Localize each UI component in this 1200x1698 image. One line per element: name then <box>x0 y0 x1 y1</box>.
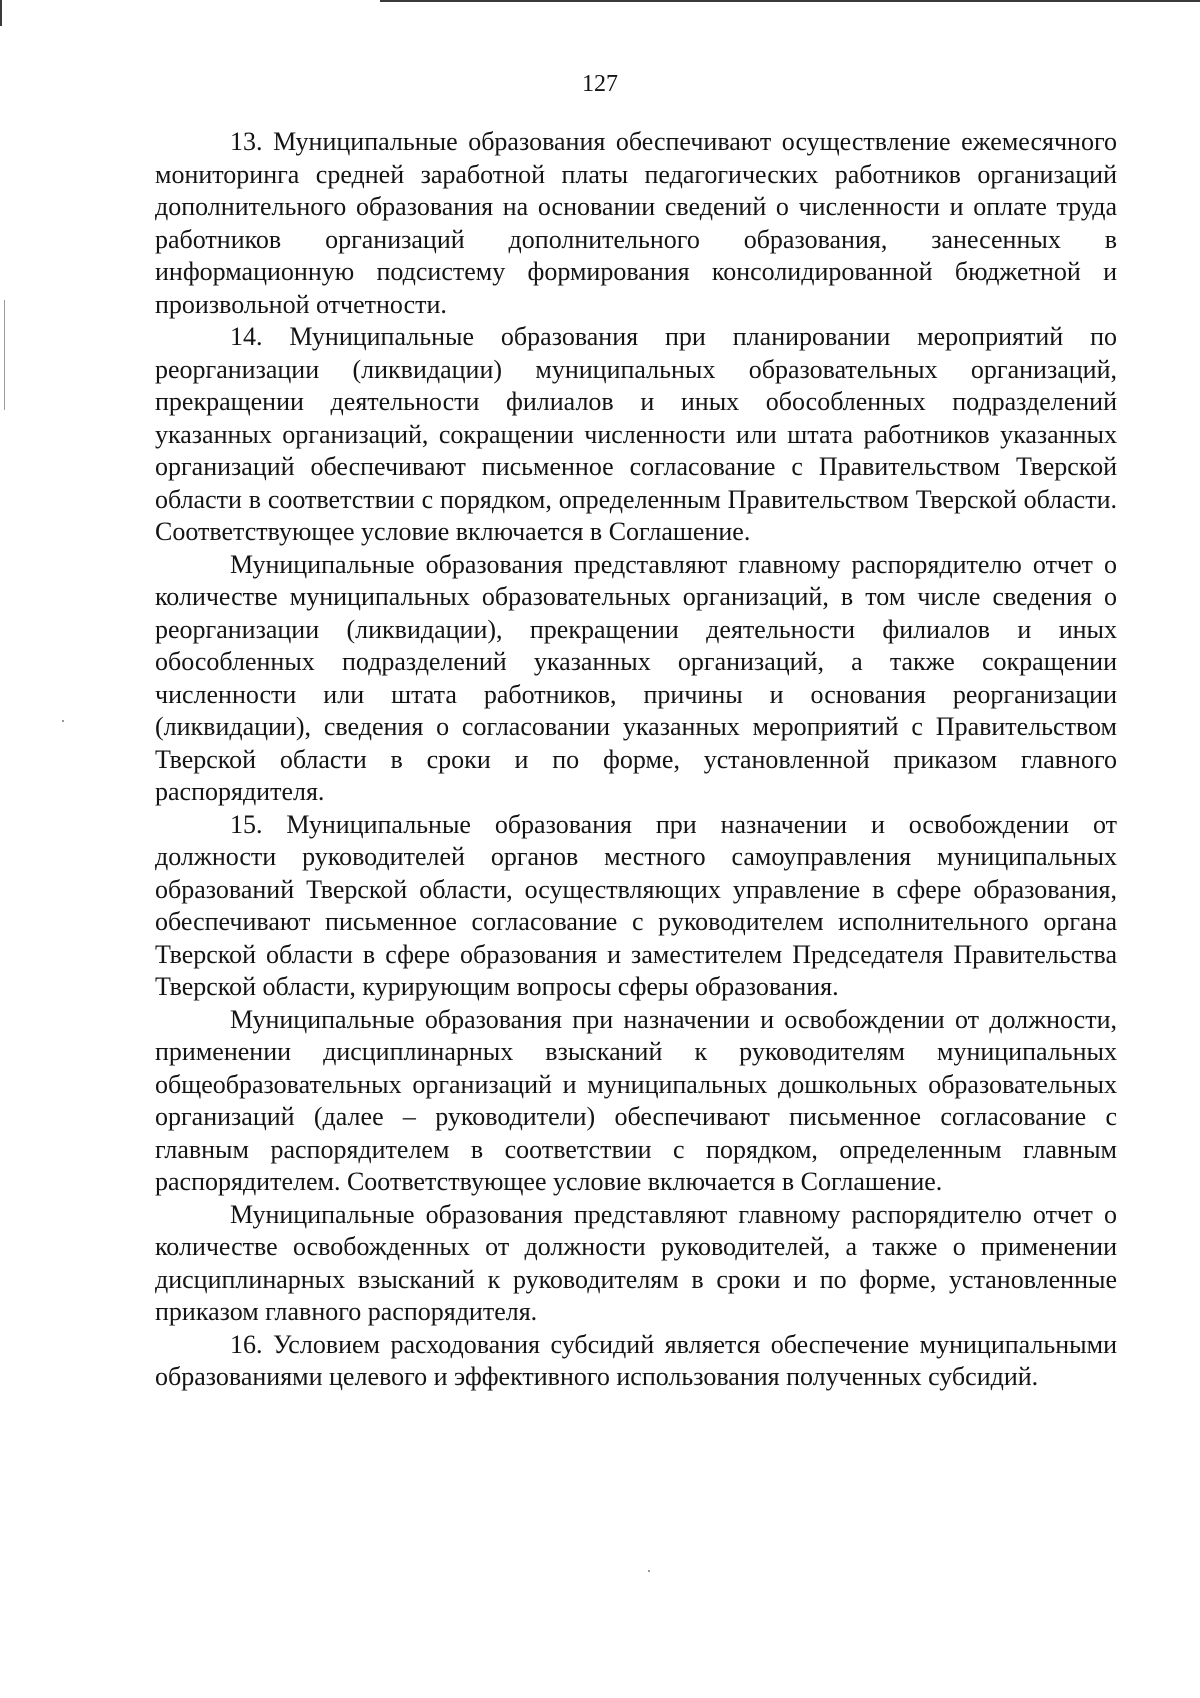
paragraph-15-report: Муниципальные образования представляют главному распорядителю отчет о количестве освобожденных от должности руководителей, а также о применении дисциплинарных взысканий к руководителям в сроки и по форме, установленные приказом главного распорядителя. <box>155 1199 1117 1326</box>
paragraph-14: 14. Муниципальные образования при планировании мероприятий по реорганизации (ликвидации) муниципальных образовательных организаций, прекращении деятельности филиалов и иных обособленных подразделений указанных организаций, сокращении численности или штата работников указанных организаций обеспечивают письменное согласование с Правительством Тверской области в соответствии с порядком, определенным Правительством Тверской области. Соответствующее условие включается в Соглашение. <box>155 322 1117 546</box>
paragraph-15: 15. Муниципальные образования при назначении и освобождении от должности руководителей органов местного самоуправления муниципальных образований Тверской области, осуществляющих управление в сфере образования, обеспечивают письменное согласование с руководителем исполнительного органа Тверской области в сфере образования и заместителем Председателя Правительства Тверской области, курирующим вопросы сферы образования. <box>155 809 1117 1001</box>
scan-left-edge <box>0 0 2 26</box>
paragraph-14-report: Муниципальные образования представляют главному распорядителю отчет о количестве муниципальных образовательных организаций, в том числе сведения о реорганизации (ликвидации), прекращении деятельности филиалов и иных обособленных подразделений указанных организаций, а также сокращении численности или штата работников, причины и основания реорганизации (ликвидации), сведения о согласовании указанных мероприятий с Правительством Тверской области в сроки и по форме, установленной приказом главного распорядителя. <box>155 549 1117 806</box>
paragraph-16: 16. Условием расходования субсидий является обеспечение муниципальными образованиями целевого и эффективного использования полученных субсидий. <box>155 1329 1117 1391</box>
scan-margin-mark <box>4 300 5 410</box>
paragraph-15-appointment: Муниципальные образования при назначении и освобождении от должности, применении дисциплинарных взысканий к руководителям муниципальных общеобразовательных организаций и муниципальных дошкольных образовательных организаций (далее – руководители) обеспечивают письменное согласование с главным распорядителем в соответствии с порядком, определенным главным распорядителем. Соответствующее условие включается в Соглашение. <box>155 1004 1117 1196</box>
paragraph-13: 13. Муниципальные образования обеспечивают осуществление ежемесячного мониторинга средней заработной платы педагогических работников организаций дополнительного образования на основании сведений о численности и оплате труда работников организаций дополнительного образования, занесенных в информационную подсистему формирования консолидированной бюджетной и произвольной отчетности. <box>155 127 1117 319</box>
page-number: 127 <box>582 71 618 97</box>
scan-speck <box>648 1570 650 1572</box>
scan-speck <box>62 720 64 722</box>
document-body <box>155 126 1117 1394</box>
scan-top-border <box>380 0 1200 2</box>
